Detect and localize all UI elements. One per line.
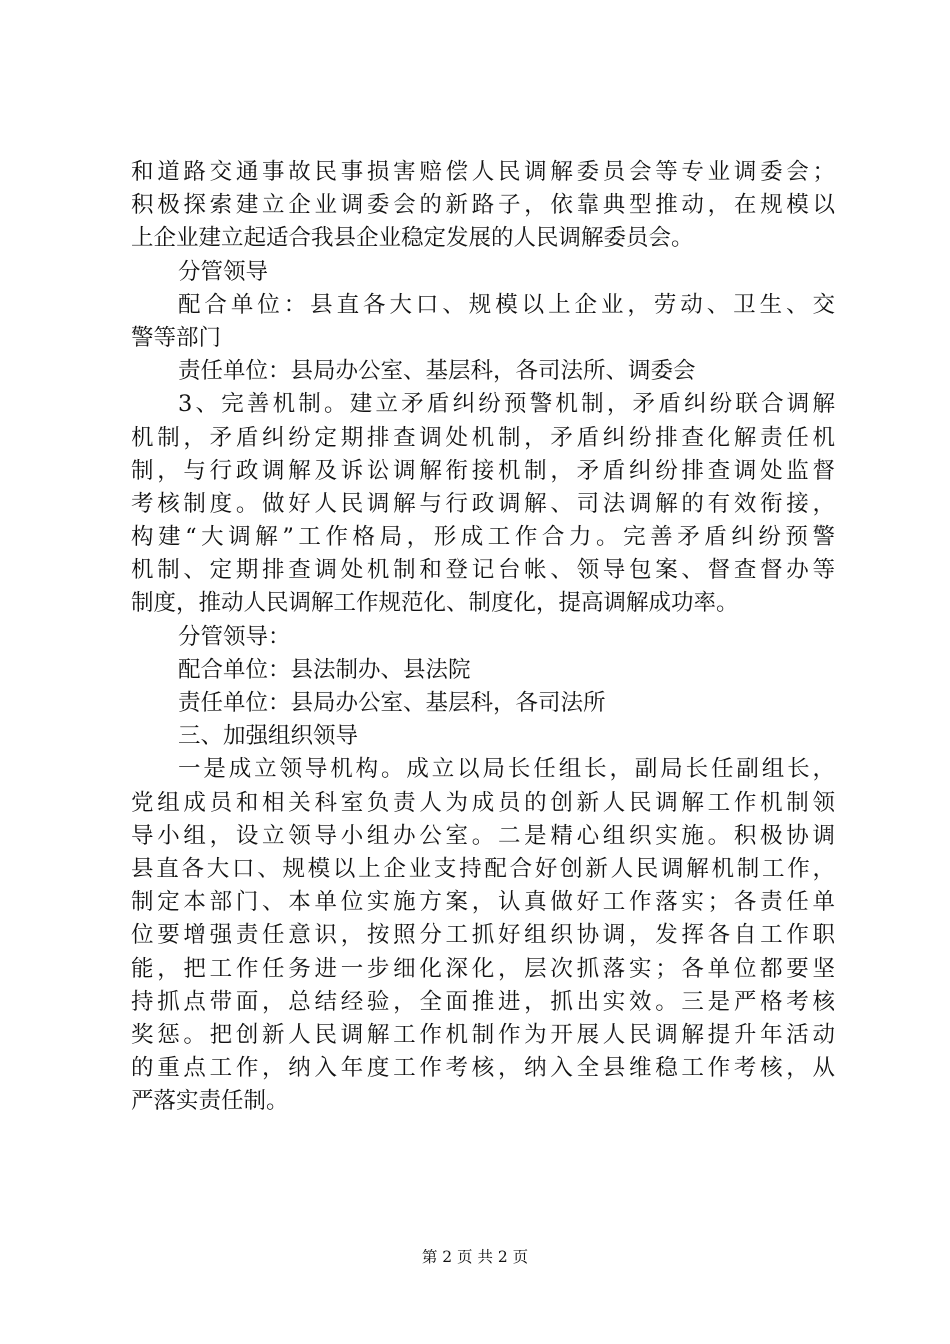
text-line: 警等部门: [131, 324, 222, 351]
text-line: 能，把工作任务进一步细化深化，层次抓落实；各单位都要坚: [131, 955, 835, 982]
text-line: 位要增强责任意识，按照分工抓好组织协调，发挥各自工作职: [131, 922, 835, 949]
text-line: 责任单位：县局办公室、基层科，各司法所: [178, 690, 606, 716]
text-line: 奖惩。把创新人民调解工作机制作为开展人民调解提升年活动: [131, 1021, 835, 1048]
text-line: 县直各大口、规模以上企业支持配合好创新人民调解机制工作，: [131, 855, 835, 882]
text-line: 分管领导: [178, 258, 269, 285]
text-line: 配合单位：县直各大口、规模以上企业，劳动、卫生、交: [178, 291, 835, 318]
text-line: 3、完善机制。建立矛盾纠纷预警机制，矛盾纠纷联合调解: [178, 391, 835, 418]
text-line: 制，与行政调解及诉讼调解衔接机制，矛盾纠纷排查调处监督: [131, 457, 835, 484]
text-line: 责任单位：县局办公室、基层科，各司法所、调委会: [178, 358, 696, 385]
text-line: 考核制度。做好人民调解与行政调解、司法调解的有效衔接，: [131, 490, 835, 517]
text-line: 制度，推动人民调解工作规范化、制度化，提高调解成功率。: [131, 590, 739, 617]
text-line: 导小组，设立领导小组办公室。二是精心组织实施。积极协调: [131, 822, 835, 849]
text-line: 配合单位：县法制办、县法院: [178, 656, 471, 683]
page-footer: 第 2 页 共 2 页: [421, 1248, 529, 1266]
text-line: 机制，矛盾纠纷定期排查调处机制，矛盾纠纷排查化解责任机: [131, 424, 835, 451]
text-line: 和道路交通事故民事损害赔偿人民调解委员会等专业调委会；: [131, 159, 835, 185]
text-line: 持抓点带面，总结经验，全面推进，抓出实效。三是严格考核: [131, 988, 835, 1015]
text-line: 分管领导：: [178, 623, 291, 650]
text-line: 的重点工作，纳入年度工作考核，纳入全县维稳工作考核，从: [131, 1055, 835, 1082]
text-line: 制定本部门、本单位实施方案，认真做好工作落实；各责任单: [131, 889, 835, 916]
text-line: 构建“大调解”工作格局，形成工作合力。完善矛盾纠纷预警: [131, 524, 835, 551]
text-line: 严落实责任制。: [131, 1088, 289, 1115]
document-body: [131, 156, 835, 1118]
text-line: 党组成员和相关科室负责人为成员的创新人民调解工作机制领: [131, 789, 835, 816]
text-line: 积极探索建立企业调委会的新路子，依靠典型推动，在规模以: [131, 192, 835, 219]
text-line: 上企业建立起适合我县企业稳定发展的人民调解委员会。: [131, 225, 694, 252]
text-line: 一是成立领导机构。成立以局长任组长，副局长任副组长，: [178, 756, 835, 783]
text-line: 机制、定期排查调处机制和登记台帐、领导包案、督查督办等: [131, 557, 835, 584]
text-line: 三、加强组织领导: [178, 723, 359, 750]
